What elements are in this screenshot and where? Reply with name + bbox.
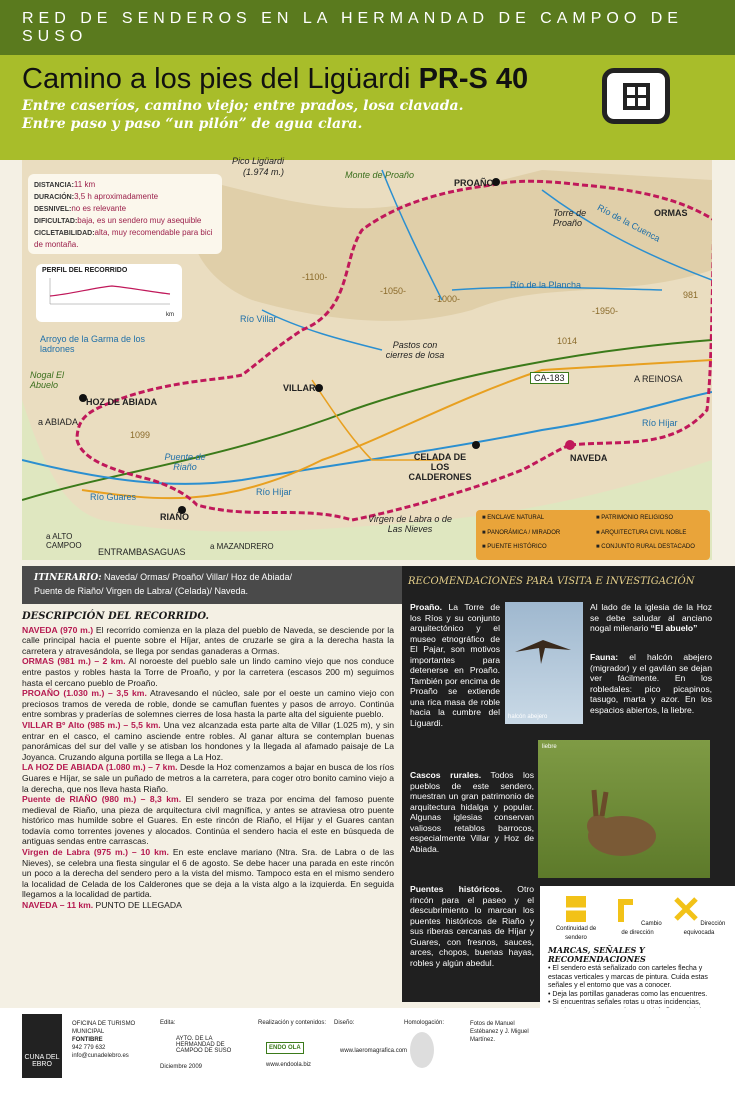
contour-1050: -1050-: [380, 286, 407, 296]
sign-direction-change: Cambio de dirección: [610, 896, 666, 942]
itinerary-line-2: Puente de Riaño/ Virgen de Labra/ (Celada)/ Naveda.: [34, 586, 248, 596]
map-label-pico-alt: (1.974 m.): [243, 167, 285, 177]
map-label-hoz: HOZ DE ABIADA: [86, 397, 158, 407]
bird-photo: [505, 602, 583, 724]
endo-ola-url: www.endoola.biz: [266, 1062, 312, 1068]
hawk-icon: [505, 602, 583, 702]
map-legend: [476, 510, 710, 560]
footer: [0, 1008, 735, 1103]
profile-chart: [42, 274, 174, 308]
info-distance: DISTANCIA:11 km: [34, 180, 96, 189]
map-label-abiada: a ABIADA: [38, 417, 79, 427]
rec-proano: Proaño. La Torre de los Ríos y su conjunto arquitectónico y el museo etnográfico de El Pajar, son motivos importantes para detenerse en Proaño. También por encima de Proaño se extiende una rica masa de roble hacia la cumbre del Liguardi.: [410, 602, 500, 728]
tourism-office: OFICINA DE TURISMO MUNICIPAL FONTIBRE 942 779 632 info@cunadelebro.es: [72, 1021, 136, 1059]
tagline-2: Entre paso y paso “un pilón” de agua clara.: [22, 116, 363, 132]
itinerary-label: ITINERARIO:: [34, 573, 102, 583]
info-cycling: CICLETABILIDAD:alta, muy recomendable para bici de montaña.: [34, 228, 213, 249]
legend-mirador: ■ PANORÁMICA / MIRADOR: [482, 530, 590, 541]
rec-puentes: Puentes históricos. Otro rincón para el paseo y el descubrimiento lo marcan los puentes históricos de Riaño y sus riberas cercanas de Híjar y Guares, con fresnos, sauces, arces, chopos, buenas hayas, robles y algún abedul.: [410, 884, 534, 968]
map-label-pastos: Pastos con cierres de losa: [385, 340, 445, 360]
signs-title: MARCAS, SEÑALES Y RECOMENDACIONES: [548, 945, 646, 964]
map-label-rio-hijar-east: Río Híjar: [642, 418, 678, 428]
direction-change-icon: [613, 896, 639, 922]
window-logo-icon: [602, 68, 670, 124]
map-label-entrambasaguas: ENTRAMBASAGUAS: [98, 547, 186, 557]
stage-proano: PROAÑO (1.030 m.) – 3,5 km. Atravesando el núcleo, sale por el oeste un camino viejo con preciosos tramos de vereda de roble, donde se camuflan fuentes y pasos de arroyo. Continúa entre sombras y praderías de solemnes cierres de losa hasta la parte alta del siguiente pueblo.: [22, 688, 394, 720]
rec-fauna: Fauna: el halcón abejero (migrador) y el gavilán se dejan ver fácilmente. En los robledales: pico picapinos, tasugo, marta y azor. En los espacios abiertos, la liebre.: [590, 652, 712, 715]
itinerary-line-1: Naveda/ Ormas/ Proaño/ Villar/ Hoz de Abiada/: [104, 572, 292, 582]
map-label-rio-hijar-west: Río Híjar: [256, 487, 292, 497]
map-label-arroyo: Arroyo de la Garma de los ladrones: [40, 334, 146, 354]
bird-caption: halcón abejero: [508, 714, 548, 720]
map-label-puente: Puente de Riaño: [164, 452, 206, 472]
map-label-proano: PROAÑO: [454, 178, 494, 188]
legend-religioso: ■ PATRIMONIO RELIGIOSO: [596, 515, 704, 526]
map-label-monte: Monte de Proaño: [345, 170, 415, 180]
description-title: DESCRIPCIÓN DEL RECORRIDO.: [22, 611, 209, 622]
sign-continuity: Continuidad de sendero: [548, 896, 604, 942]
diseno-label: Diseño:: [334, 1020, 355, 1026]
map-label-villar: VILLAR: [283, 383, 316, 393]
signs-p2: • Deja las portillas ganaderas como las encuentres.: [548, 990, 708, 998]
diseno-url: www.laeromagrafica.com: [340, 1048, 408, 1054]
sign-wrong-way: Dirección equivocada: [671, 896, 727, 942]
stage-virgen: Virgen de Labra (975 m.) – 10 km. En este enclave mariano (Ntra. Sra. de Labra o de las Nieves), se celebra una fiesta singular el 6 de agosto. Se debe hacer una parada en este rincón un poco a la derecha del sendero pero a la vista del mismo. Tampoco esta en el mismo sendero la localidad de Celada de los Calderones que se deja a la vista algo a la izquierda. En seguida llegamos a la localidad de partida.: [22, 847, 395, 900]
title-text: Camino a los pies del Ligüardi: [22, 63, 411, 95]
info-difficulty: DIFICULTAD:baja, es un sendero muy asequible: [34, 216, 202, 225]
stage-naveda: NAVEDA (970 m.) El recorrido comienza en la plaza del pueblo de Naveda, se desciende por la calle principal hacia el puente sobre el Híjar, antes de cruzarle se gira a la derecha hasta la carretera y atravesándola, se llega por sendas ganaderas a Ormas.: [22, 624, 394, 656]
map-label-ormas: ORMAS: [654, 208, 688, 218]
rec-cascos: Cascos rurales. Todos los pueblos de este sendero, muestran un gran patrimonio de arquitectura hidalga y popular. Algunas iglesias conservan valiosos retablos barrocos, especialmente Villar y Hoz de Abiada.: [410, 770, 535, 854]
legend-rural: ■ CONJUNTO RURAL DESTACADO: [596, 544, 704, 555]
stage-ormas: ORMAS (981 m.) – 2 km. Al noroeste del pueblo sale un lindo camino viejo que nos conduce entre pastos y robles hasta la Torre de Proaño, y por la carretera (escasos 200 m) seguimos hasta el cercano pueblo de Proaño.: [22, 656, 394, 688]
signs-p1: • El sendero está señalizado con carteles flecha y estacas verticales y marcas de pintura. Cuida estas señales y el entorno que vas a conocer.: [548, 965, 708, 989]
profile-title: PERFIL DEL RECORRIDO: [42, 267, 128, 274]
legend-civil: ■ ARQUITECTURA CIVIL NOBLE: [596, 530, 704, 541]
map-label-mazandrero: a MAZANDRERO: [210, 542, 274, 551]
map-label-alto-campoo: a ALTO CAMPOO: [46, 532, 82, 550]
map-label-ca183: CA-183: [530, 372, 569, 384]
profile-km: km: [166, 312, 174, 318]
spot-height-1099: 1099: [130, 430, 151, 440]
stage-villar: VILLAR Bº Alto (985 m.) – 5,5 km. Una vez alcanzada esta parte alta de Villar (1.025 m), y sin entrar en el casco, el camino asciende entre robles. Al ganar altura se contemplan buenas panorámicas del sur del valle y se atisban los hondones y la llegada al afamado paisaje de La Joyanca. Cruzando alguna portilla se llega a La Hoz.: [22, 719, 394, 762]
route-description: [22, 612, 394, 911]
signs-p3: • Si encuentras señales rotas u otras incidencias,: [548, 999, 701, 1006]
route-code: PR-S 40: [418, 63, 529, 95]
continuity-mark-icon: [566, 896, 586, 922]
stage-end: NAVEDA – 11 km. PUNTO DE LLEGADA: [22, 900, 182, 911]
itinerary-box: [22, 566, 402, 604]
map-label-rio-villar: Río Villar: [240, 314, 277, 324]
map-label-reinosa: A REINOSA: [634, 374, 683, 384]
info-elevation: DESNIVEL:no es relevante: [34, 204, 127, 213]
realizacion-label: Realización y contenidos:: [258, 1020, 327, 1026]
map-label-riano: RIAÑO: [160, 512, 189, 522]
map-label-torre: Torre de Proaño: [553, 208, 587, 228]
hare-photo: [538, 740, 710, 878]
map-label-nogal: Nogal El Abuelo: [30, 370, 65, 390]
homologation-seal-icon: [410, 1032, 434, 1068]
page-title: [22, 63, 528, 96]
edita-label: Edita:: [160, 1020, 176, 1026]
tagline-1: Entre caseríos, camino viejo; entre prados, losa clavada.: [22, 98, 464, 114]
contour-1100: -1100-: [302, 272, 328, 282]
rec-hoz: Al lado de la iglesia de la Hoz se debe saludar al anciano nogal milenario “El abuelo”: [590, 602, 712, 633]
info-duration: DURACIÓN:3,5 h aproximadamente: [34, 192, 159, 201]
map-label-celada: CELADA DE LOS CALDERONES: [408, 452, 472, 482]
map-label-pico: Pico Ligüardi: [232, 156, 285, 166]
legend-enclave: ■ ENCLAVE NATURAL: [482, 515, 590, 526]
map-label-naveda: NAVEDA: [570, 453, 608, 463]
spot-height-1014: 1014: [557, 336, 578, 346]
elevation-profile: [36, 264, 182, 322]
contour-1000: -1000-: [434, 294, 461, 304]
stage-riano: Puente de RIAÑO (980 m.) – 8,3 km. El sendero se traza por encima del famoso puente medieval de Riaño, una pieza de arquitectura civil magnífica, y antes se atraviesa otro puente histórico mas humilde sobre el Guares. En este rincón de Riaño, el Híjar y el Guares cantan todavía como torrentes jovenes y alocados. Continúa el sendero hacia el este en búsqueda de antiguas sendas entre carrascas.: [22, 794, 394, 847]
contour-1950: -1950-: [592, 306, 619, 316]
map-label-rio-plancha: Río de la Plancha: [510, 280, 582, 290]
photo-credits: Fotos de Manuel Estébanez y J. Miguel Martínez.: [470, 1021, 529, 1043]
map-label-rio-guares: Río Guares: [90, 492, 137, 502]
sign-legend: [548, 896, 727, 942]
hare-icon: [538, 740, 710, 878]
stage-hoz: LA HOZ DE ABIADA (1.080 m.) – 7 km. Desde la Hoz comenzamos a bajar en busca de los ríos Guares e Híjar, se sale un puñado de metros a la carretera, para coger otro bonito camino viejo a la derecha, que nos lleva hasta Riaño.: [22, 762, 394, 794]
ayto-logo: AYTO. DE LA HERMANDAD DE CAMPOO DE SUSO: [176, 1036, 232, 1054]
recommendations-title: RECOMENDACIONES PARA VISITA E INVESTIGACIÓN: [408, 576, 695, 587]
map-label-virgen: Virgen de Labra o de Las Nieves: [368, 514, 452, 534]
cuna-del-ebro-logo: CUNA DEL EBRO: [22, 1014, 62, 1078]
legend-puente: ■ PUENTE HISTÓRICO: [482, 544, 590, 555]
edition-date: Diciembre 2009: [160, 1064, 203, 1070]
route-info-box: [28, 174, 222, 254]
map-label-rio-cuenca: Río de la Cuenca: [595, 202, 662, 244]
wrong-way-icon: [673, 896, 699, 922]
spot-height-981: 981: [683, 290, 699, 300]
endo-ola-logo: ENDO OLA: [266, 1042, 304, 1054]
network-band: RED DE SENDEROS EN LA HERMANDAD DE CAMPOO DE SUSO: [0, 0, 735, 55]
hare-caption: liebre: [542, 744, 557, 750]
homologacion-label: Homologación:: [404, 1020, 445, 1026]
